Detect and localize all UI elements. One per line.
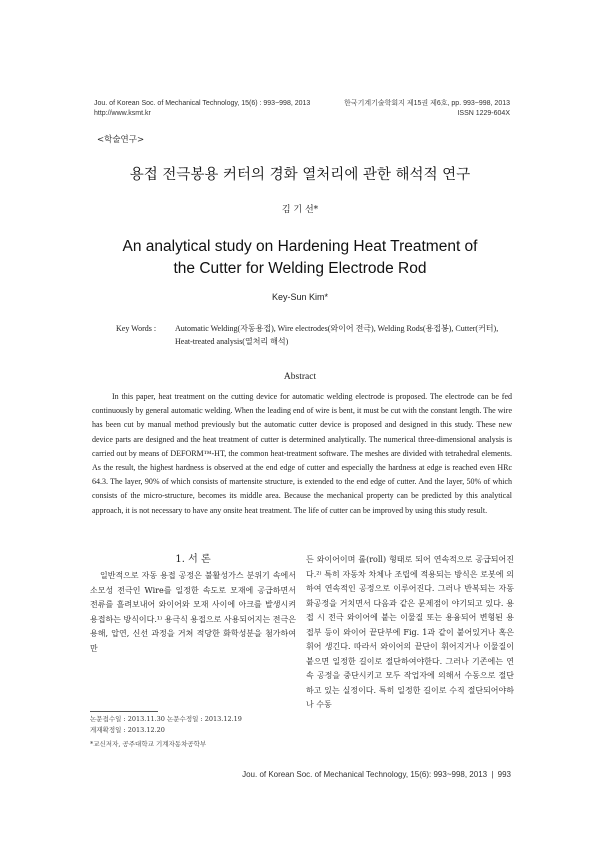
- running-header-left: [94, 99, 310, 119]
- paper-title-english: [0, 236, 600, 280]
- body-text-left-column: 일반적으로 자동 용접 공정은 불활성가스 분위기 속에서 소모성 전극인 Wire를 일정한 속도로 모재에 공급하면서 전류를 흘려보내어 와이어와 모재 사이에 아크를 발생시켜 용접하는 방식이다.¹⁾ 용극식 용접으로 사용되어지는 전극은 용해, 압연, 신선 과정을 거쳐 적당한 화학성분을 첨가하여 만: [90, 571, 296, 653]
- page-footer: [242, 770, 511, 779]
- corresponding-author-note: *교신저자, 공주대학교 기계자동차공학부: [90, 740, 207, 748]
- title-en-line2: the Cutter for Welding Electrode Rod: [173, 260, 427, 277]
- received-revised-dates: 논문접수일 : 2013.11.30 논문수정일 : 2013.12.19: [90, 715, 242, 723]
- accepted-date: 게재확정일 : 2013.12.20: [90, 726, 165, 734]
- footnote-divider: [90, 711, 158, 712]
- journal-citation-kr: 한국기계기술학회지 제15권 제6호, pp. 993~998, 2013: [344, 100, 510, 107]
- running-header-right: [344, 99, 510, 119]
- footer-separator: |: [491, 770, 494, 779]
- page-number: 993: [497, 770, 511, 779]
- footer-journal: Jou. of Korean Soc. of Mechanical Technology, 15(6): 993~998, 2013: [242, 770, 488, 779]
- keywords: [116, 322, 516, 348]
- title-en-line1: An analytical study on Hardening Heat Treatment of: [122, 238, 478, 255]
- keywords-label: Key Words :: [116, 324, 157, 333]
- keywords-line2: Heat-treated analysis(열처리 해석): [175, 337, 289, 346]
- paper-title-korean: 용접 전극봉용 커터의 경화 열처리에 관한 해석적 연구: [129, 167, 471, 183]
- keywords-line1: Automatic Welding(자동용접), Wire electrodes(와이어 전극), Welding Rods(용접봉), Cutter(커터),: [175, 324, 499, 333]
- author-korean: 김 기 선*: [281, 205, 319, 215]
- section-heading-introduction: 1. 서 론: [175, 554, 211, 565]
- author-english: Key-Sun Kim*: [271, 292, 329, 302]
- issn: ISSN 1229-604X: [457, 110, 510, 117]
- article-category: <학술연구>: [97, 135, 145, 145]
- journal-citation-en: Jou. of Korean Soc. of Mechanical Technology, 15(6) : 993~998, 2013: [94, 100, 311, 107]
- body-text-right-column: 든 와이어이며 롤(roll) 형태로 되어 연속적으로 공급되어진다.²⁾ 특히 자동차 차체나 조립에 적용되는 방식은 로봇에 의하여 연속적인 공정으로 이루어진다. 그러나 반복되는 자동화공정을 거치면서 다음과 같은 문제점이 야기되고 있다. 용접 시 전극 와이어에 붙는 이물질 또는 용융되어 변형된 용접부 등이 와이어 끝단부에 Fig. 1과 같이 붙어있거나 혹은 휘어 생긴다. 따라서 와이어의 끝단이 휘어지거나 이물질이 붙으면 일정한 길이로 절단하여야한다. 그러나 기존에는 연속 공정을 중단시키고 모두 작업자에 의해서 수동으로 절단하고 있는 실정이다. 특히 일정한 길이로 수직 절단되어야하나 수동: [306, 555, 514, 709]
- abstract-body: In this paper, heat treatment on the cutting device for automatic welding electrode is proposed. The electrode can be fed continuously by general automatic welding. When the leading end of wire is bent, it must be cut with the constant length. The wire has been cut by manual method previously but the automatic cutter device is proposed and designed in this study. These new device parts are designed and the heat treatment of cutter is determined analytically. The numerical three-dimensional analysis is carried out by means of DEFORM™-HT, the common heat-treatment software. The meshes are divided with tetrahedral elements. As the result, the highest hardness is observed at the end edge of cutter and especially the hardness at edge is reached even HRc 64.3. The layer, 90% of which consists of martensite structure, is extended to the end edge of cutter. And the layer, 50% of which consists of the micro-structure, becomes its middle area. Because the mechanical property can be predicted by this analytical approach, it is not necessary to have any onsite heat treatment. The life of cutter can be improved by using this study result.: [92, 392, 512, 515]
- journal-url: http://www.ksmt.kr: [94, 110, 151, 117]
- footnotes: [90, 714, 242, 750]
- abstract-heading: Abstract: [283, 372, 317, 382]
